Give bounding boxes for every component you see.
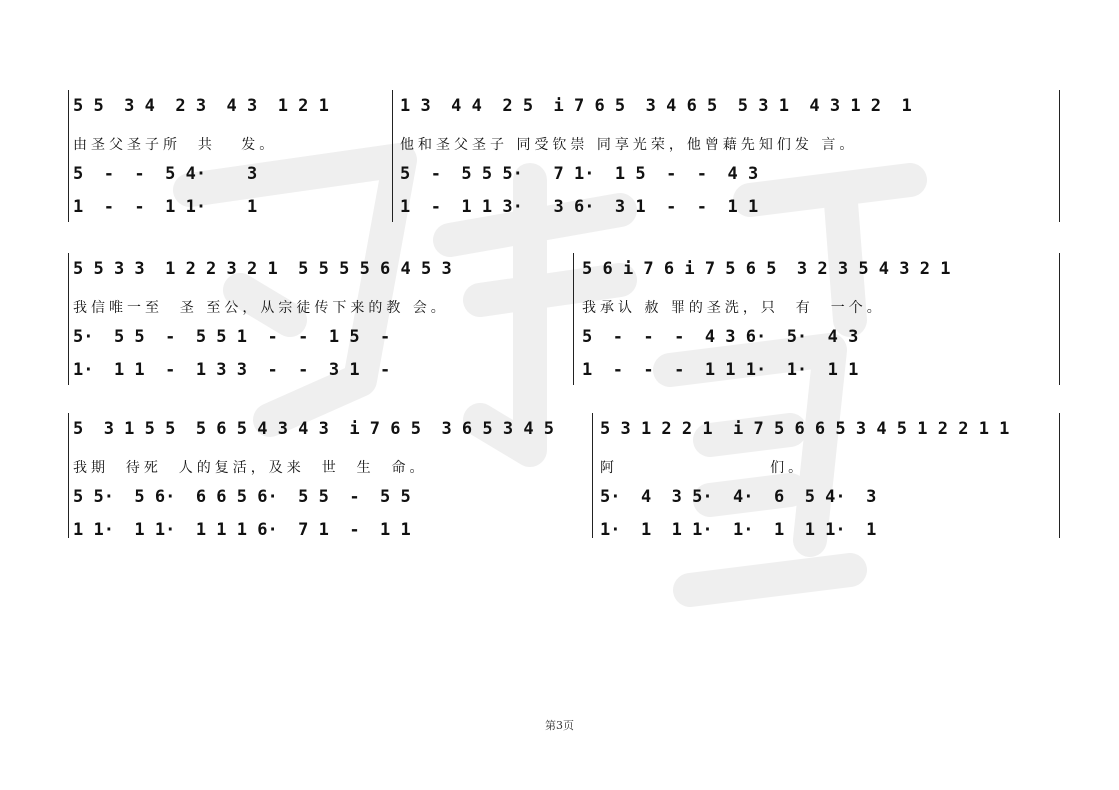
melody-notes-b: 5 3 1 2 2 1 i 7 5 6 6 5 3 4 5 1 2 2 1 1 [600, 419, 1010, 439]
bass-notes-b: 1· 1 1 1· 1· 1 1 1· 1 [600, 520, 877, 540]
melody-notes-a: 5 5 3 3 1 2 2 3 2 1 5 5 5 5 6 4 5 3 [73, 259, 452, 279]
lyrics-line [60, 291, 1060, 321]
alto-notes-b: 5 - 5 5 5· 7 1· 1 5 - - 4 3 [400, 164, 759, 184]
system-3 [60, 413, 1060, 547]
alto-notes-b: 5· 4 3 5· 4· 6 5 4· 3 [600, 487, 877, 507]
melody-notes-a: 5 5 3 4 2 3 4 3 1 2 1 [73, 96, 329, 116]
alto-notes-a: 5· 5 5 - 5 5 1 - - 1 5 - [73, 327, 391, 347]
melody-staff [60, 253, 1060, 291]
lyrics-a: 我期 待死 人的复活，及来 世 生 命。 [73, 460, 428, 476]
bass-notes-a: 1· 1 1 - 1 3 3 - - 3 1 - [73, 360, 391, 380]
alto-staff [60, 158, 1060, 191]
melody-notes-b: 5 6 i 7 6 i 7 5 6 5 3 2 3 5 4 3 2 1 [582, 259, 951, 279]
page-number: 第3页 [545, 719, 574, 732]
alto-staff [60, 481, 1060, 514]
system-1 [60, 90, 1060, 224]
bass-staff [60, 191, 1060, 224]
bass-notes-b: 1 - 1 1 3· 3 6· 3 1 - - 1 1 [400, 197, 759, 217]
melody-staff [60, 90, 1060, 128]
lyrics-a: 我信唯一至 圣 至公，从宗徒传下来的教 会。 [73, 300, 449, 316]
bass-notes-a: 1 1· 1 1· 1 1 1 6· 7 1 - 1 1 [73, 520, 411, 540]
bass-staff [60, 354, 1060, 387]
lyrics-b: 我承认 赦 罪的圣洗，只 有 一个。 [582, 300, 885, 316]
melody-notes-b: 1 3 4 4 2 5 i 7 6 5 3 4 6 5 5 3 1 4 3 1 2 1 [400, 96, 912, 116]
alto-staff [60, 321, 1060, 354]
lyrics-b: 他和圣父圣子 同受钦崇 同享光荣，他曾藉先知们发 言。 [400, 137, 858, 153]
alto-notes-a: 5 5· 5 6· 6 6 5 6· 5 5 - 5 5 [73, 487, 411, 507]
melody-notes-a: 5 3 1 5 5 5 6 5 4 3 4 3 i 7 6 5 3 6 5 3 4 5 [73, 419, 555, 439]
melody-staff [60, 413, 1060, 451]
lyrics-line [60, 451, 1060, 481]
lyrics-line [60, 128, 1060, 158]
alto-notes-b: 5 - - - 4 3 6· 5· 4 3 [582, 327, 859, 347]
bass-notes-a: 1 - - 1 1· 1 [73, 197, 258, 217]
lyrics-b: 阿 们。 [600, 460, 807, 476]
lyrics-a: 由圣父圣子所 共 发。 [73, 137, 278, 153]
bass-notes-b: 1 - - - 1 1 1· 1· 1 1 [582, 360, 859, 380]
bass-staff [60, 514, 1060, 547]
system-2 [60, 253, 1060, 387]
alto-notes-a: 5 - - 5 4· 3 [73, 164, 258, 184]
